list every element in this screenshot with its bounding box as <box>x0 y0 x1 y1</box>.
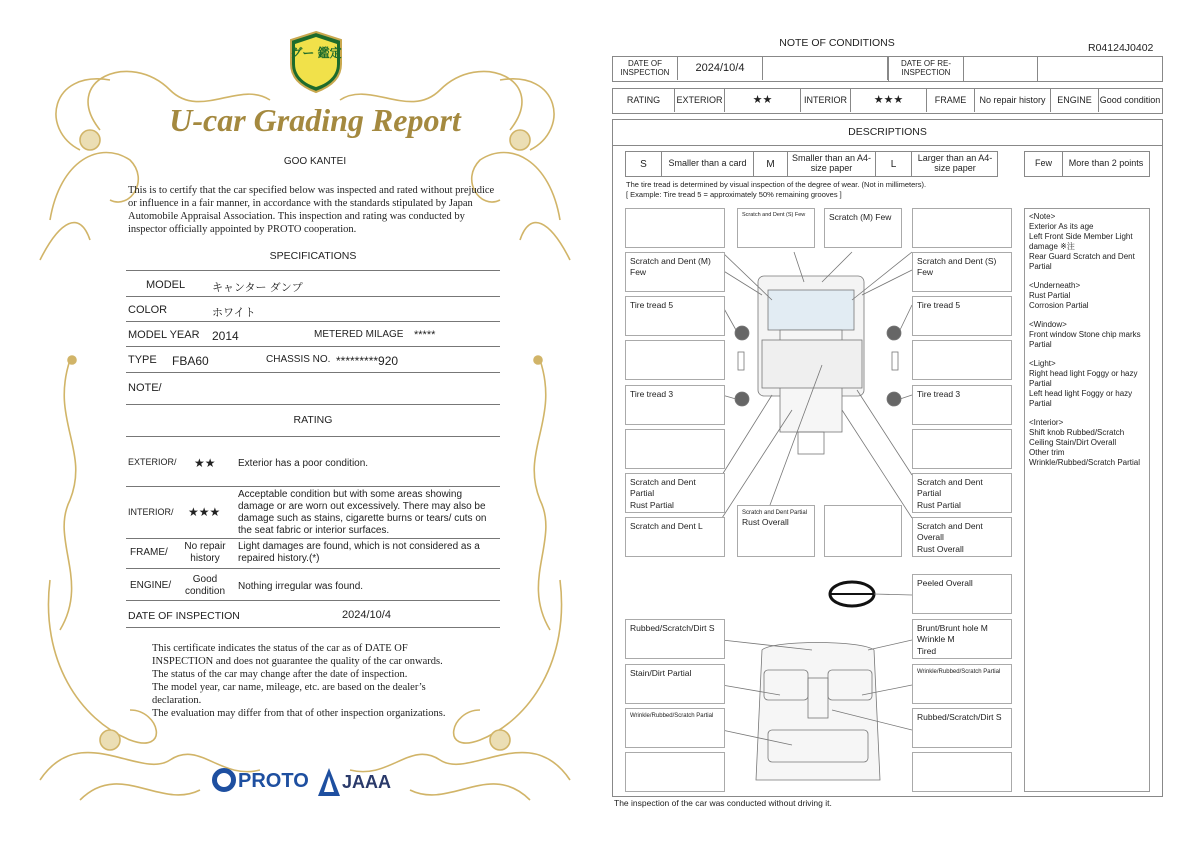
footer-line: The evaluation may differ from that of other inspection organizations. <box>152 708 446 720</box>
engine-label: ENGINE <box>1051 89 1099 112</box>
date-of-inspection-value: 2024/10/4 <box>678 57 763 80</box>
note-line: <Window> <box>1029 320 1067 329</box>
divider <box>612 145 1163 146</box>
damage-box: Wrinkle/Rubbed/Scratch Partial <box>625 708 725 748</box>
damage-box <box>625 473 725 513</box>
damage-box: Scratch and Dent (M) Few <box>625 252 725 292</box>
legend-key: S <box>626 152 662 176</box>
damage-text: Rust Partial <box>630 499 674 510</box>
damage-box <box>737 505 815 557</box>
chassis-value: *********920 <box>336 354 399 368</box>
legend-key: L <box>876 152 912 176</box>
note-line: Right head light Foggy or hazy Partial <box>1029 369 1138 388</box>
rating-label: RATING <box>613 89 675 112</box>
engine-value: Good condition <box>184 574 226 597</box>
interior-stars: ★★★ <box>188 505 221 519</box>
damage-box <box>912 517 1012 557</box>
date-of-inspection-label: DATE OF INSPECTION <box>128 610 240 622</box>
frame-description: Light damages are found, which is not considered as a repaired history.(*) <box>238 541 480 564</box>
damage-box: Peeled Overall <box>912 574 1012 614</box>
rating-heading: RATING <box>293 414 333 426</box>
proto-logo-icon <box>212 768 236 792</box>
few-label: Few <box>1025 152 1063 176</box>
proto-logo: PROTO <box>238 770 309 792</box>
note-label: NOTE/ <box>128 382 162 394</box>
damage-box-blank <box>824 505 902 557</box>
damage-box-blank <box>625 340 725 380</box>
engine-label: ENGINE/ <box>130 580 172 591</box>
size-legend <box>625 151 998 177</box>
model-year-value: 2014 <box>212 329 239 343</box>
model-year-label: MODEL YEAR <box>128 329 200 341</box>
certificate-intro: This is to certify that the car specified below was inspected and rated without prejudice or influence in a fair manner, in accordance with the standards stipulated by Japan Automobile Appraisal Association. This inspection and rating was conducted by inspector officially appointed by PROTO cooperation. <box>128 185 495 236</box>
damage-text: Scratch and Dent Partial <box>917 477 983 499</box>
notes-panel <box>1024 208 1150 792</box>
note-line: Front window Stone chip marks Partial <box>1029 330 1141 349</box>
type-value: FBA60 <box>172 354 209 368</box>
damage-text: Scratch and Dent Partial <box>742 510 808 516</box>
note-line: Exterior As its age <box>1029 222 1094 231</box>
chassis-label: CHASSIS NO. <box>266 354 331 365</box>
damage-box: Tire tread 5 <box>625 296 725 336</box>
few-value: More than 2 points <box>1068 158 1144 169</box>
mileage-label: METERED MILAGE <box>314 329 404 340</box>
damage-text: Tired <box>917 645 937 656</box>
type-label: TYPE <box>128 354 157 366</box>
note-line: <Interior> <box>1029 418 1064 427</box>
interior-label: INTERIOR/ <box>128 507 174 517</box>
damage-box: Scratch (M) Few <box>824 208 902 248</box>
legend-value: Larger than an A4-size paper <box>917 153 993 173</box>
note-line: Rust Partial <box>1029 291 1071 300</box>
damage-text: Rust Overall <box>917 543 964 554</box>
legend-value: Smaller than a card <box>662 152 754 176</box>
damage-box <box>912 619 1012 659</box>
report-title: U-car Grading Report <box>169 102 461 138</box>
rating-row <box>612 88 1163 114</box>
note-spacer <box>1029 350 1145 359</box>
certificate-footer <box>152 642 482 720</box>
engine-value: Good condition <box>1099 94 1161 105</box>
jaaa-logo: JAAA <box>342 772 392 792</box>
date-blank <box>763 57 888 80</box>
damage-box: Tire tread 3 <box>912 385 1012 425</box>
footer-line: The model year, car name, mileage, etc. are based on the dealer’s <box>152 682 426 694</box>
damage-box <box>912 473 1012 513</box>
damage-box-blank <box>625 429 725 469</box>
note-line: Other trim <box>1029 448 1065 457</box>
damage-box: Tire tread 5 <box>912 296 1012 336</box>
frame-value: No repair history <box>184 541 226 564</box>
damage-text: Brunt/Brunt hole M <box>917 623 988 633</box>
specifications-heading: SPECIFICATIONS <box>269 250 357 262</box>
reference-number: R04124J0402 <box>1088 42 1154 54</box>
mileage-value: ***** <box>414 329 436 341</box>
damage-box: Rubbed/Scratch/Dirt S <box>912 708 1012 748</box>
note-line: Wrinkle/Rubbed/Scratch Partial <box>1029 458 1141 467</box>
exterior-label: EXTERIOR <box>675 89 725 112</box>
color-label: COLOR <box>128 304 168 316</box>
exterior-stars: ★★ <box>725 89 801 112</box>
tire-tread-note: The tire tread is determined by visual inspection of the degree of wear. (Not in millimeters). <box>626 180 927 189</box>
note-line: Left Front Side Member Light damage ※注 <box>1029 232 1133 251</box>
damage-text: Rust Overall <box>742 517 789 528</box>
color-value: ホワイト <box>212 307 256 319</box>
legend-value: Smaller than an A4-size paper <box>788 152 876 176</box>
damage-box-blank <box>625 752 725 792</box>
interior-stars: ★★★ <box>851 89 927 112</box>
damage-text: Scratch and Dent Partial <box>630 477 696 499</box>
damage-box-blank <box>625 208 725 248</box>
footnote: The inspection of the car was conducted without driving it. <box>614 798 832 808</box>
note-line: Rear Guard Scratch and Dent Partial <box>1029 252 1135 271</box>
footer-line: declaration. <box>152 695 202 707</box>
damage-box: Scratch and Dent (S) Few <box>737 208 815 248</box>
damage-box: Rubbed/Scratch/Dirt S <box>625 619 725 659</box>
note-spacer <box>1029 311 1145 320</box>
note-line: <Note> <box>1029 212 1056 221</box>
damage-box: Tire tread 3 <box>625 385 725 425</box>
model-value: キャンター ダンプ <box>212 282 303 294</box>
frame-value: No repair history <box>975 89 1051 112</box>
damage-box: Wrinkle/Rubbed/Scratch Partial <box>912 664 1012 704</box>
interior-description: Acceptable condition but with some areas showing damage or are worn out excessively. There may also be damage such as stains, cigarette burns or tears/ cuts on the seat fabric or interior surfaces. <box>238 489 487 536</box>
damage-box-blank <box>912 752 1012 792</box>
damage-box-blank <box>912 429 1012 469</box>
note-line: Ceiling Stain/Dirt Overall <box>1029 438 1117 447</box>
frame-label: FRAME/ <box>130 547 168 558</box>
damage-box: Scratch and Dent L <box>625 517 725 557</box>
footer-line: INSPECTION and does not guarantee the quality of the car onwards. <box>152 656 443 668</box>
note-line: <Underneath> <box>1029 281 1081 290</box>
damage-box-blank <box>912 340 1012 380</box>
interior-label: INTERIOR <box>801 89 851 112</box>
footer-line: This certificate indicates the status of the car as of DATE OF <box>152 643 408 654</box>
note-line: Corrosion Partial <box>1029 301 1089 310</box>
exterior-stars: ★★ <box>194 456 216 470</box>
legend-key: M <box>754 152 788 176</box>
badge-text: グー 鑑定 <box>290 46 342 60</box>
damage-text: Scratch and Dent Overall <box>917 521 983 543</box>
damage-box-blank <box>912 208 1012 248</box>
damage-text: Wrinkle M <box>917 634 955 645</box>
date-of-inspection-label: DATE OF INSPECTION <box>613 57 678 80</box>
model-label: MODEL <box>146 279 186 291</box>
few-legend <box>1024 151 1150 177</box>
note-line: Left head light Foggy or hazy Partial <box>1029 389 1133 408</box>
descriptions-heading: DESCRIPTIONS <box>848 126 927 138</box>
damage-box: Scratch and Dent (S) Few <box>912 252 1012 292</box>
frame-label: FRAME <box>927 89 975 112</box>
damage-box: Stain/Dirt Partial <box>625 664 725 704</box>
exterior-description: Exterior has a poor condition. <box>238 458 369 469</box>
jaaa-logo-icon <box>318 768 340 796</box>
date-of-reinspection-label: DATE OF RE-INSPECTION <box>888 57 964 81</box>
date-of-inspection-value: 2024/10/4 <box>342 609 391 621</box>
footer-line: The status of the car may change after the date of inspection. <box>152 669 408 681</box>
tire-tread-example: [ Example: Tire tread 5 = approximately 50% remaining grooves ] <box>626 190 842 199</box>
note-of-conditions-title: NOTE OF CONDITIONS <box>779 37 895 49</box>
exterior-label: EXTERIOR/ <box>128 457 177 467</box>
report-subtitle: GOO KANTEI <box>283 156 347 167</box>
divider <box>1037 57 1038 81</box>
goo-kantei-badge <box>287 30 345 94</box>
note-line: <Light> <box>1029 359 1056 368</box>
note-line: Shift knob Rubbed/Scratch <box>1029 428 1125 437</box>
engine-description: Nothing irregular was found. <box>238 581 364 592</box>
note-spacer <box>1029 409 1145 418</box>
damage-text: Rust Partial <box>917 499 961 510</box>
note-spacer <box>1029 272 1145 281</box>
